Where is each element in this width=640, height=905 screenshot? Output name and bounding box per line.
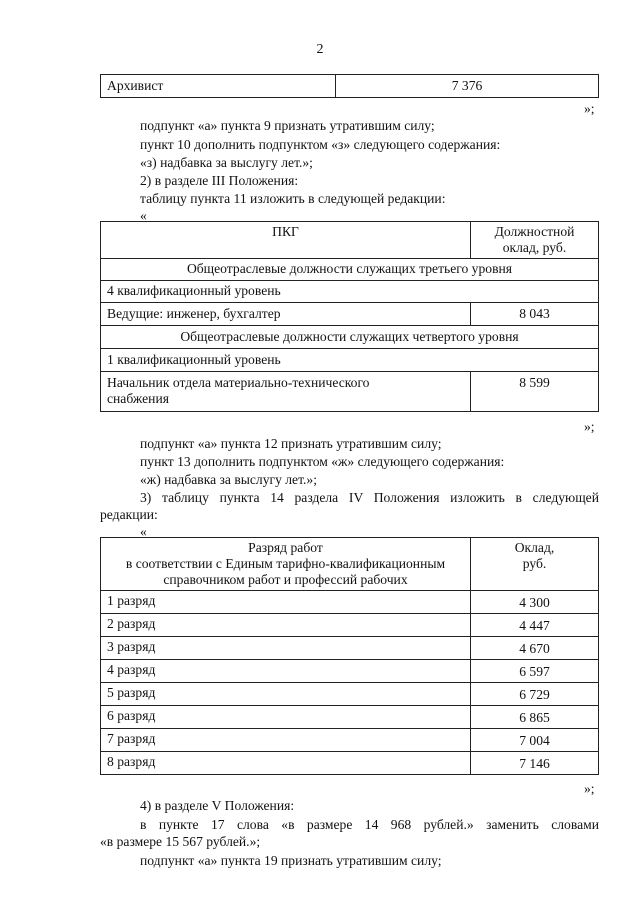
grade-cell: 4 разряд — [101, 660, 471, 683]
level-row: 4 квалификационный уровень — [101, 281, 599, 303]
position-cell — [101, 372, 471, 412]
header-grade-line: Разряд работ — [248, 540, 323, 555]
salary-cell: 8 599 — [471, 372, 599, 412]
header-grade-line: справочником работ и профессий рабочих — [163, 572, 408, 587]
salary-table-grades — [100, 537, 599, 775]
text-line: «ж) надбавка за выслугу лет.»; — [140, 472, 317, 487]
level-row: 1 квалификационный уровень — [101, 349, 599, 372]
text-line: пункт 13 дополнить подпунктом «ж» следующего содержания: — [140, 454, 505, 469]
header-grade-line: в соответствии с Единым тарифно-квалификационным — [125, 556, 446, 571]
archivist-salary: 7 376 — [336, 75, 599, 98]
text-line: таблицу пункта 11 изложить в следующей редакции: — [140, 191, 446, 206]
grade-cell: 6 разряд — [101, 706, 471, 729]
pay-cell: 6 865 — [471, 706, 599, 729]
pay-cell: 6 597 — [471, 660, 599, 683]
grade-cell: 8 разряд — [101, 752, 471, 775]
close-quote: »; — [584, 101, 595, 116]
text-line: подпункт «а» пункта 9 признать утратившим силу; — [140, 118, 435, 133]
text-line: «в размере 15 567 рублей.»; — [100, 834, 261, 849]
grade-cell: 7 разряд — [101, 729, 471, 752]
archivist-table — [100, 74, 599, 98]
text-line: «з) надбавка за выслугу лет.»; — [140, 155, 313, 170]
position-line: Начальник отдела материально-технического — [107, 375, 370, 390]
salary-cell: 8 043 — [471, 303, 599, 326]
page-number: 2 — [316, 42, 324, 57]
header-salary — [471, 222, 599, 259]
pay-cell: 4 300 — [471, 591, 599, 614]
header-pay-line: Оклад, — [514, 540, 555, 555]
pay-cell: 6 729 — [471, 683, 599, 706]
open-quote: « — [140, 208, 147, 223]
group-row: Общеотраслевые должности служащих четвертого уровня — [101, 326, 599, 349]
text-line: 3) таблицу пункта 14 раздела IV Положения изложить в следующей — [140, 490, 599, 505]
pay-cell: 4 447 — [471, 614, 599, 637]
grade-cell: 3 разряд — [101, 637, 471, 660]
text-line: подпункт «а» пункта 19 признать утратившим силу; — [140, 853, 442, 868]
text-line: редакции: — [100, 507, 158, 522]
header-salary-line: оклад, руб. — [502, 240, 567, 255]
close-quote: »; — [584, 781, 595, 796]
header-pkg: ПКГ — [101, 222, 471, 259]
text-line: пункт 10 дополнить подпунктом «з» следующего содержания: — [140, 137, 501, 152]
header-salary-line: Должностной — [494, 224, 575, 239]
position-cell: Ведущие: инженер, бухгалтер — [101, 303, 471, 326]
text-line: подпункт «а» пункта 12 признать утратившим силу; — [140, 436, 442, 451]
open-quote: « — [140, 524, 147, 539]
grade-cell: 2 разряд — [101, 614, 471, 637]
header-pay — [471, 538, 599, 591]
header-grade — [101, 538, 471, 591]
grade-cell: 1 разряд — [101, 591, 471, 614]
pay-cell: 4 670 — [471, 637, 599, 660]
archivist-position: Архивист — [101, 75, 336, 98]
text-line: 4) в разделе V Положения: — [140, 798, 295, 813]
header-pay-line: руб. — [522, 556, 547, 571]
position-line: снабжения — [107, 391, 169, 406]
text-line: 2) в разделе III Положения: — [140, 173, 299, 188]
grade-cell: 5 разряд — [101, 683, 471, 706]
close-quote: »; — [584, 419, 595, 434]
salary-table-pkg — [100, 221, 599, 412]
text-line: в пункте 17 слова «в размере 14 968 рублей.» заменить словами — [140, 817, 599, 832]
pay-cell: 7 146 — [471, 752, 599, 775]
group-row: Общеотраслевые должности служащих третьего уровня — [101, 259, 599, 281]
pay-cell: 7 004 — [471, 729, 599, 752]
